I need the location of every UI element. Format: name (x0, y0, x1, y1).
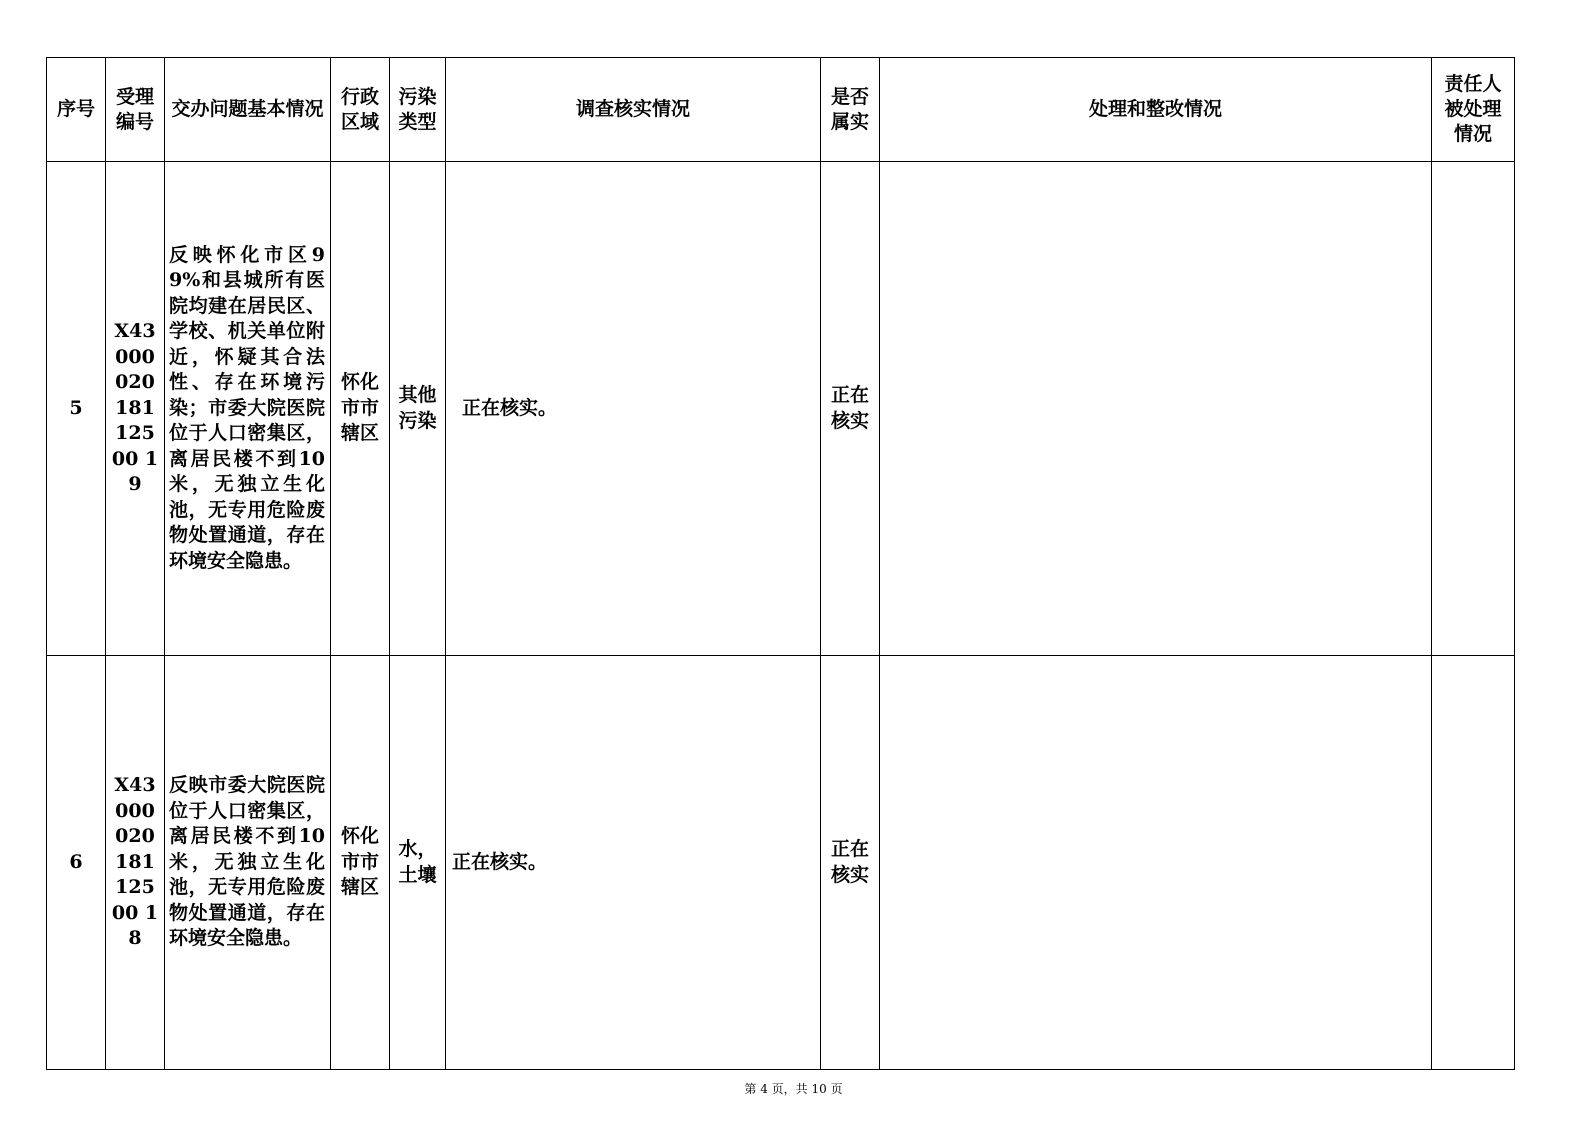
cell-verified: 正在核实 (821, 656, 880, 1070)
cell-region: 怀化市市辖区 (331, 656, 390, 1070)
header-row (47, 58, 1515, 162)
cell-no: 5 (47, 162, 106, 656)
cell-region: 怀化市市辖区 (331, 162, 390, 656)
table-row (47, 656, 1515, 1070)
header-handling: 处理和整改情况 (880, 58, 1432, 162)
page-footer: 第 4 页，共 10 页 (744, 1082, 843, 1096)
header-accountability: 责任人被处理情况 (1432, 58, 1515, 162)
header-code: 受理编号 (106, 58, 165, 162)
cell-investigation: 正在核实。 (446, 656, 821, 1070)
cell-accountability (1432, 656, 1515, 1070)
header-investigation: 调查核实情况 (446, 58, 821, 162)
cell-handling (880, 162, 1432, 656)
cell-pollution: 水，土壤 (390, 656, 446, 1070)
cell-issue: 反映市委大院医院位于人口密集区，离居民楼不到10米，无独立生化池，无专用危险废物处置通道，存在环境安全隐患。 (165, 656, 331, 1070)
cell-code: X4300002018112500 18 (106, 656, 165, 1070)
header-region: 行政区域 (331, 58, 390, 162)
header-no: 序号 (47, 58, 106, 162)
cell-issue: 反映怀化市区99%和县城所有医院均建在居民区、学校、机关单位附近，怀疑其合法性、存在环境污染；市委大院医院位于人口密集区，离居民楼不到10米，无独立生化池，无专用危险废物处置通道，存在环境安全隐患。 (165, 162, 331, 656)
header-issue: 交办问题基本情况 (165, 58, 331, 162)
cell-pollution: 其他污染 (390, 162, 446, 656)
complaint-table (46, 57, 1515, 1070)
table-row (47, 162, 1515, 656)
header-verified: 是否属实 (821, 58, 880, 162)
header-pollution: 污染类型 (390, 58, 446, 162)
cell-verified: 正在核实 (821, 162, 880, 656)
cell-investigation: 正在核实。 (446, 162, 821, 656)
cell-no: 6 (47, 656, 106, 1070)
cell-handling (880, 656, 1432, 1070)
cell-code: X4300002018112500 19 (106, 162, 165, 656)
cell-accountability (1432, 162, 1515, 656)
